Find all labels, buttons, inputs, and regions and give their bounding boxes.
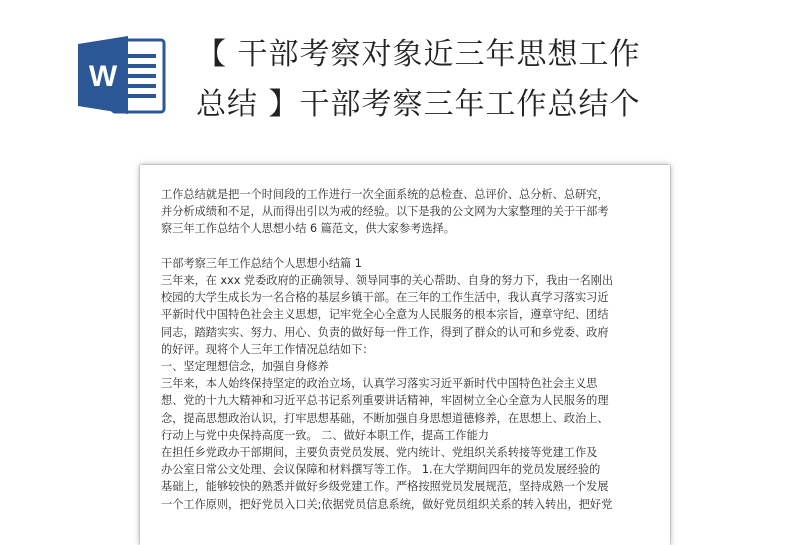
body-line: 平新时代中国特色社会主义思想，记牢党全心全意为人民服务的根本宗旨，遵章守纪、团结	[161, 308, 609, 322]
body-line: 同志，踏踏实实、努力、用心、负责的做好每一件工作，得到了群众的认可和乡党委、政府	[161, 325, 609, 339]
body-line: 三年来，本人始终保持坚定的政治立场，认真学习落实习近平新时代中国特色社会主义思	[161, 377, 598, 391]
paragraph-gap	[161, 238, 653, 255]
body-line: 基础上，能够较快的熟悉并做好乡级党建工作。严格按照党员发展规范，坚持成熟一个发展	[161, 480, 609, 494]
body-line: 在担任乡党政办干部期间，主要负责党员发展、党内统计、党组织关系转接等党建工作及	[161, 446, 598, 460]
body-line: 行动上与党中央保持高度一致。 二、做好本职工作，提高工作能力	[161, 428, 489, 442]
body-line: 念，提高思想政治认识，打牢思想基础，不断加强自身思想道德修养，在思想上、政治上、	[161, 411, 609, 425]
section-heading: 干部考察三年工作总结个人思想小结篇 1	[161, 256, 362, 270]
page-title	[196, 30, 756, 130]
sub-heading: 一、坚定理想信念，加强自身修养	[161, 360, 329, 374]
header	[0, 0, 800, 150]
body-line: 的好评。现将个人三年工作情况总结如下：	[161, 342, 374, 356]
intro-line: 察三年工作总结个人思想小结 6 篇范文，供大家参考选择。	[161, 222, 455, 236]
body-line: 校园的大学生成长为一名合格的基层乡镇干部。在三年的工作生活中，我认真学习落实习近	[161, 291, 609, 305]
body-line: 三年来，在 xxx 党委政府的正确领导、领导同事的关心帮助、自身的努力下，我由一名刚出	[161, 274, 614, 287]
document-page	[140, 165, 670, 545]
document-content	[161, 186, 653, 513]
title-line-2: 总结 】干部考察三年工作总结个	[196, 87, 641, 122]
intro-line: 并分析成绩和不足，从而得出引以为戒的经验。以下是我的公文网为大家整理的关于干部考	[161, 205, 609, 219]
title-line-1: 【 干部考察对象近三年思想工作	[196, 37, 641, 72]
body-line: 一个工作原则，把好党员入口关;依据党员信息系统，做好党员组织关系的转入转出，把好党	[161, 497, 613, 511]
word-letter: W	[88, 60, 118, 93]
word-document-icon	[76, 32, 168, 118]
body-line: 办公室日常公文处理、会议保障和材料撰写等工作。 1.在大学期间四年的党员发展经验的	[161, 463, 601, 477]
intro-line: 工作总结就是把一个时间段的工作进行一次全面系统的总检查、总评价、总分析、总研究，	[161, 188, 609, 201]
body-line: 想、党的十九大精神和习近平总书记系列重要讲话精神，牢固树立全心全意为人民服务的理	[161, 394, 609, 408]
